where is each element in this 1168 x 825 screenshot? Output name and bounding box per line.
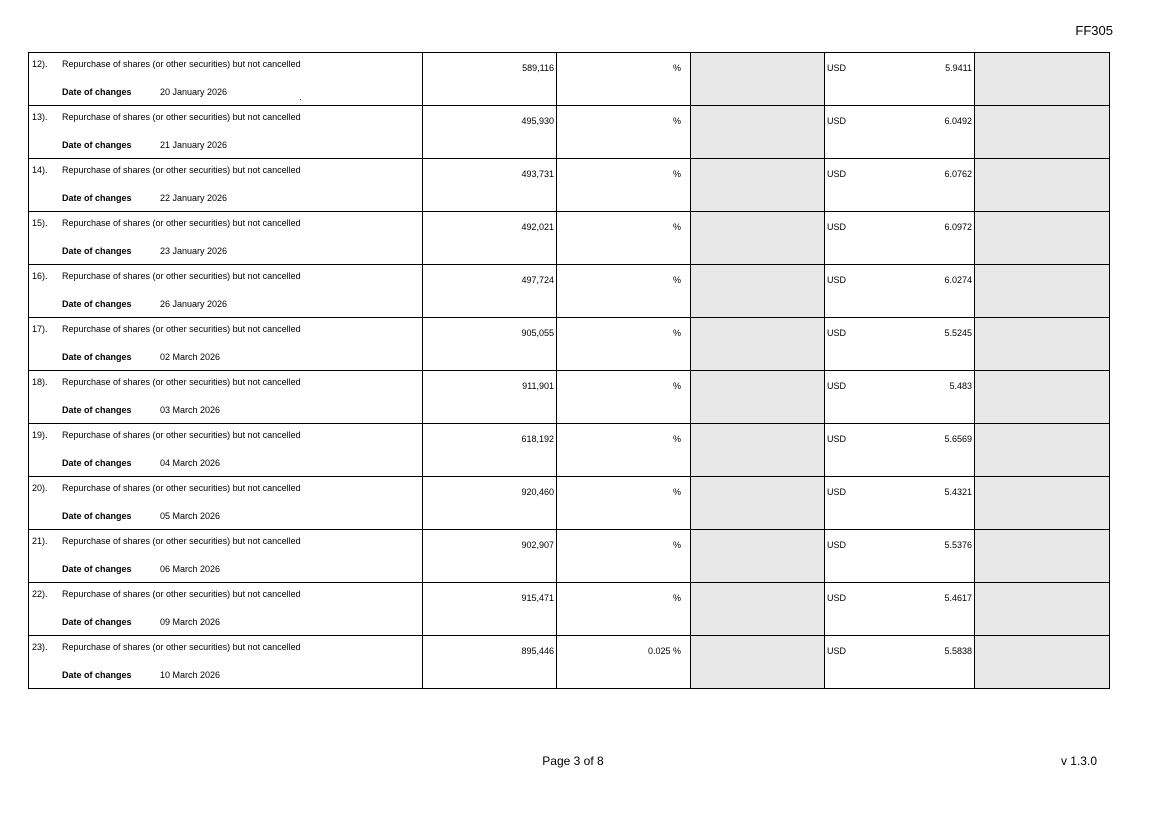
date-value: 05 March 2026: [160, 511, 221, 521]
table-row: [29, 424, 1110, 477]
change-type: Repurchase of shares (or other securities) but not cancelled: [62, 536, 301, 546]
row-index: 22).: [32, 589, 48, 599]
percent-cell: [557, 212, 691, 265]
date-label: Date of changes: [62, 246, 132, 256]
date-value: 06 March 2026: [160, 564, 221, 574]
price-cell: [825, 583, 975, 636]
date-value: 20 January 2026: [160, 87, 228, 97]
shaded-cell: [975, 159, 1110, 212]
shaded-cell: [691, 530, 825, 583]
change-type: Repurchase of shares (or other securities) but not cancelled: [62, 324, 301, 334]
percent-cell: [557, 477, 691, 530]
price-value: 5.6569: [944, 434, 972, 444]
shaded-cell: [975, 106, 1110, 159]
percent-value: %: [672, 328, 681, 338]
shaded-cell: [691, 371, 825, 424]
percent-value: %: [672, 275, 681, 285]
percent-cell: [557, 424, 691, 477]
price-value: 6.0762: [944, 169, 972, 179]
shares-cell: [423, 53, 557, 106]
table-row: [29, 371, 1110, 424]
percent-cell: [557, 53, 691, 106]
price-value: 6.0972: [944, 222, 972, 232]
change-type: Repurchase of shares (or other securities) but not cancelled: [62, 377, 301, 387]
percent-value: 0.025 %: [647, 646, 681, 656]
shares-value: 915,471: [521, 593, 554, 603]
currency-value: USD: [827, 63, 847, 73]
row-index: 14).: [32, 165, 48, 175]
date-value: 22 January 2026: [160, 193, 228, 203]
shaded-cell: [691, 583, 825, 636]
percent-cell: [557, 106, 691, 159]
percent-value: %: [672, 169, 681, 179]
table-row: [29, 265, 1110, 318]
price-cell: [825, 424, 975, 477]
date-value: 02 March 2026: [160, 352, 221, 362]
table-row: [29, 477, 1110, 530]
row-index: 19).: [32, 430, 48, 440]
shares-cell: [423, 318, 557, 371]
price-cell: [825, 371, 975, 424]
shaded-cell: [975, 318, 1110, 371]
row-index: 16).: [32, 271, 48, 281]
row-description-cell: [29, 530, 423, 583]
date-label: Date of changes: [62, 617, 132, 627]
change-type: Repurchase of shares (or other securities) but not cancelled: [62, 589, 301, 599]
percent-cell: [557, 159, 691, 212]
shaded-cell: [691, 318, 825, 371]
row-description-cell: [29, 424, 423, 477]
price-cell: [825, 159, 975, 212]
date-label: Date of changes: [62, 564, 132, 574]
table-row: [29, 159, 1110, 212]
shares-value: 618,192: [521, 434, 554, 444]
percent-cell: [557, 583, 691, 636]
currency-value: USD: [827, 381, 847, 391]
price-value: 5.4617: [944, 593, 972, 603]
table-row: [29, 318, 1110, 371]
shaded-cell: [691, 636, 825, 689]
shaded-cell: [691, 53, 825, 106]
date-label: Date of changes: [62, 193, 132, 203]
shaded-cell: [975, 53, 1110, 106]
percent-value: %: [672, 487, 681, 497]
date-label: Date of changes: [62, 352, 132, 362]
date-label: Date of changes: [62, 670, 132, 680]
price-cell: [825, 265, 975, 318]
row-index: 13).: [32, 112, 48, 122]
table-row: [29, 106, 1110, 159]
form-code: FF305: [1075, 23, 1113, 38]
date-value: 04 March 2026: [160, 458, 221, 468]
price-cell: [825, 106, 975, 159]
table-row: [29, 636, 1110, 689]
currency-value: USD: [827, 434, 847, 444]
shares-cell: [423, 371, 557, 424]
percent-cell: [557, 265, 691, 318]
row-description-cell: [29, 371, 423, 424]
date-value: 21 January 2026: [160, 140, 228, 150]
currency-value: USD: [827, 169, 847, 179]
percent-value: %: [672, 434, 681, 444]
date-label: Date of changes: [62, 405, 132, 415]
shares-cell: [423, 159, 557, 212]
shares-cell: [423, 530, 557, 583]
shares-value: 902,907: [521, 540, 554, 550]
row-description-cell: [29, 318, 423, 371]
change-type: Repurchase of shares (or other securities) but not cancelled: [62, 642, 301, 652]
shares-cell: [423, 424, 557, 477]
row-description-cell: [29, 583, 423, 636]
date-value: 10 March 2026: [160, 670, 221, 680]
currency-value: USD: [827, 646, 847, 656]
percent-value: %: [672, 593, 681, 603]
date-label: Date of changes: [62, 299, 132, 309]
date-label: Date of changes: [62, 87, 132, 97]
row-description-cell: [29, 265, 423, 318]
shares-value: 911,901: [522, 381, 554, 391]
shares-value: 493,731: [521, 169, 554, 179]
shaded-cell: [975, 371, 1110, 424]
price-cell: [825, 53, 975, 106]
price-cell: [825, 477, 975, 530]
percent-value: %: [672, 381, 681, 391]
shares-cell: [423, 477, 557, 530]
price-value: 5.5245: [944, 328, 972, 338]
change-type: Repurchase of shares (or other securities) but not cancelled: [62, 165, 301, 175]
row-description-cell: [29, 159, 423, 212]
percent-cell: [557, 530, 691, 583]
percent-cell: [557, 371, 691, 424]
currency-value: USD: [827, 593, 847, 603]
percent-cell: [557, 318, 691, 371]
shaded-cell: [975, 530, 1110, 583]
shares-value: 495,930: [521, 116, 554, 126]
row-index: 15).: [32, 218, 48, 228]
price-cell: [825, 212, 975, 265]
price-cell: [825, 636, 975, 689]
shaded-cell: [975, 583, 1110, 636]
percent-value: %: [672, 540, 681, 550]
shares-cell: [423, 212, 557, 265]
shares-value: 492,021: [521, 222, 554, 232]
date-label: Date of changes: [62, 458, 132, 468]
row-index: 23).: [32, 642, 48, 652]
shares-cell: [423, 583, 557, 636]
date-value: 26 January 2026: [160, 299, 228, 309]
row-description-cell: [29, 106, 423, 159]
shares-cell: [423, 106, 557, 159]
price-value: 5.9411: [945, 63, 972, 73]
shaded-cell: [975, 636, 1110, 689]
row-description-cell: [29, 477, 423, 530]
table-body: [29, 53, 1110, 689]
shares-cell: [423, 265, 557, 318]
percent-value: %: [672, 63, 681, 73]
currency-value: USD: [827, 487, 847, 497]
row-description-cell: [29, 53, 423, 106]
price-value: 5.5838: [944, 646, 972, 656]
percent-value: %: [672, 222, 681, 232]
page-number: Page 3 of 8: [542, 754, 604, 768]
shaded-cell: [691, 212, 825, 265]
currency-value: USD: [827, 116, 847, 126]
date-value: 09 March 2026: [160, 617, 221, 627]
currency-value: USD: [827, 222, 847, 232]
shaded-cell: [975, 265, 1110, 318]
table-row: [29, 583, 1110, 636]
shares-value: 895,446: [521, 646, 554, 656]
shares-value: 920,460: [521, 487, 554, 497]
price-value: 6.0492: [944, 116, 972, 126]
currency-value: USD: [827, 540, 847, 550]
table-row: [29, 530, 1110, 583]
price-value: 5.5376: [944, 540, 972, 550]
shaded-cell: [691, 106, 825, 159]
date-value: 03 March 2026: [160, 405, 221, 415]
percent-cell: [557, 636, 691, 689]
shaded-cell: [975, 212, 1110, 265]
price-value: 5.483: [949, 381, 972, 391]
table-row: [29, 212, 1110, 265]
shares-value: 905,055: [521, 328, 554, 338]
price-cell: [825, 530, 975, 583]
version-label: v 1.3.0: [1060, 754, 1097, 768]
row-index: 12).: [32, 59, 48, 69]
currency-value: USD: [827, 275, 847, 285]
shares-value: 589,116: [522, 63, 554, 73]
price-value: 6.0274: [944, 275, 972, 285]
date-value: 23 January 2026: [160, 246, 228, 256]
price-cell: [825, 318, 975, 371]
change-type: Repurchase of shares (or other securities) but not cancelled: [62, 430, 301, 440]
row-index: 20).: [32, 483, 48, 493]
shares-cell: [423, 636, 557, 689]
row-index: 21).: [32, 536, 48, 546]
row-description-cell: [29, 212, 423, 265]
change-type: Repurchase of shares (or other securities) but not cancelled: [62, 112, 301, 122]
table-row: [29, 53, 1110, 106]
date-label: Date of changes: [62, 140, 132, 150]
change-type: Repurchase of shares (or other securities) but not cancelled: [62, 271, 301, 281]
shaded-cell: [975, 477, 1110, 530]
shaded-cell: [691, 424, 825, 477]
row-index: 17).: [32, 324, 48, 334]
change-type: Repurchase of shares (or other securities) but not cancelled: [62, 218, 301, 228]
change-type: Repurchase of shares (or other securities) but not cancelled: [62, 59, 301, 69]
date-label: Date of changes: [62, 511, 132, 521]
shares-value: 497,724: [521, 275, 554, 285]
currency-value: USD: [827, 328, 847, 338]
shaded-cell: [691, 477, 825, 530]
shaded-cell: [691, 265, 825, 318]
price-value: 5.4321: [944, 487, 972, 497]
change-type: Repurchase of shares (or other securities) but not cancelled: [62, 483, 301, 493]
row-description-cell: [29, 636, 423, 689]
shaded-cell: [691, 159, 825, 212]
share-movement-table: [28, 52, 1110, 689]
shaded-cell: [975, 424, 1110, 477]
percent-value: %: [672, 116, 681, 126]
row-index: 18).: [32, 377, 48, 387]
